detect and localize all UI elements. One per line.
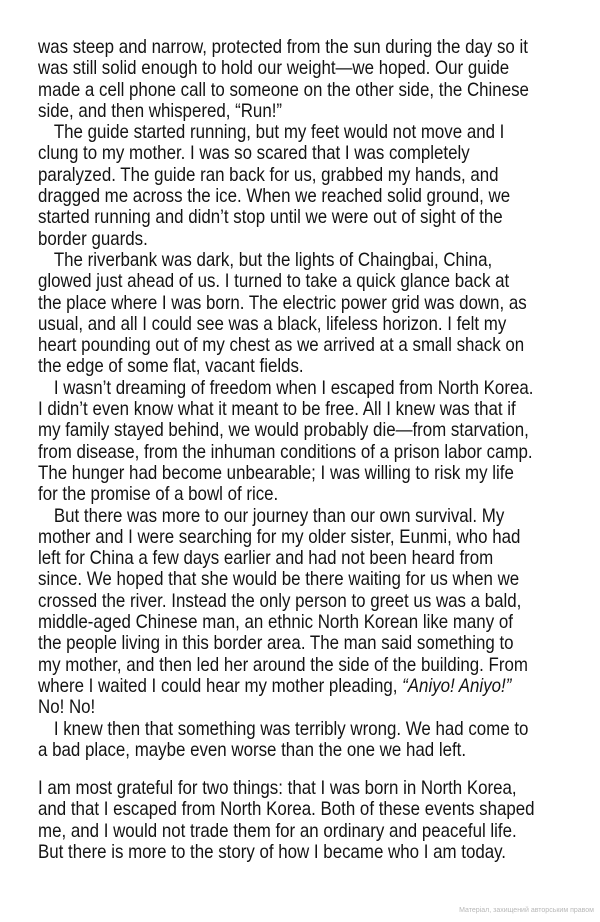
text-line: the people living in this border area. The man said something to xyxy=(38,633,514,655)
text-line: the edge of some flat, vacant fields. xyxy=(38,356,304,378)
closing-text-block xyxy=(38,778,578,863)
text-line: was steep and narrow, protected from the sun during the day so it xyxy=(38,37,528,58)
text-line: paralyzed. The guide ran back for us, grabbed my hands, and xyxy=(38,164,499,186)
text-line: since. We hoped that she would be there waiting for us when we xyxy=(38,569,520,591)
italic-korean-quote: “Aniyo! Aniyo!” xyxy=(402,675,512,697)
text-line: The riverbank was dark, but the lights of Chaingbai, China, xyxy=(53,249,493,271)
text-line: I knew then that something was terribly wrong. We had come to xyxy=(53,718,529,740)
text-line: dragged me across the ice. When we reached solid ground, we xyxy=(38,186,511,208)
text-line: my family stayed behind, we would probably die—from starvation, xyxy=(38,420,529,442)
text-line: I wasn’t dreaming of freedom when I escaped from North Korea. xyxy=(53,377,534,399)
text-line: started running and didn’t stop until we were out of sight of the xyxy=(38,207,503,229)
text-line: me, and I would not trade them for an ordinary and peaceful life. xyxy=(38,820,517,842)
text-line: clung to my mother. I was so scared that I was completely xyxy=(38,143,470,165)
text-line: the place where I was born. The electric power grid was down, as xyxy=(38,292,527,314)
text-line: border guards. xyxy=(38,228,148,250)
text-line: a bad place, maybe even worse than the one we had left. xyxy=(38,739,467,761)
text-line: crossed the river. Instead the only person to greet us was a bald, xyxy=(38,590,522,612)
book-page xyxy=(38,37,578,863)
text-line: mother and I were searching for my older sister, Eunmi, who had xyxy=(38,526,521,548)
text-line: usual, and all I could see was a black, lifeless horizon. I felt my xyxy=(38,313,507,335)
text-line: glowed just ahead of us. I turned to take a quick glance back at xyxy=(38,271,510,293)
text-line: heart pounding out of my chest as we arrived at a small shack on xyxy=(38,335,525,357)
text-line: But there was more to our journey than our own survival. My xyxy=(53,505,505,527)
text-line: side, and then whispered, “Run!” xyxy=(38,100,283,122)
text-line: from disease, from the inhuman conditions of a prison labor camp. xyxy=(38,441,533,463)
text-line: was still solid enough to hold our weight—we hoped. Our guide xyxy=(38,58,510,80)
text-line: my mother, and then led her around the side of the building. From xyxy=(38,654,528,676)
text-line: I didn’t even know what it meant to be free. All I knew was that if xyxy=(38,399,516,421)
text-line: middle-aged Chinese man, an ethnic North Korean like many of xyxy=(38,612,513,634)
section-break xyxy=(38,761,578,778)
narrative-text-block xyxy=(38,37,578,676)
text-line: The hunger had become unbearable; I was willing to risk my life xyxy=(38,462,514,484)
text-line: for the promise of a bowl of rice. xyxy=(38,484,279,506)
pleading-text: where I waited I could hear my mother pleading, xyxy=(38,675,403,697)
text-line: I am most grateful for two things: that I was born in North Korea, xyxy=(38,778,517,800)
text-line: made a cell phone call to someone on the other side, the Chinese xyxy=(38,79,529,101)
text-line: left for China a few days earlier and had not been heard from xyxy=(38,548,494,570)
narrative-text-block-end xyxy=(38,697,578,761)
text-line: and that I escaped from North Korea. Both of these events shaped xyxy=(38,799,535,821)
copyright-watermark: Матеріал, захищений авторським правом xyxy=(459,907,594,914)
text-line: The guide started running, but my feet would not move and I xyxy=(53,122,505,144)
text-line: No! No! xyxy=(38,697,96,719)
text-line: But there is more to the story of how I became who I am today. xyxy=(38,841,507,863)
text-line-pleading xyxy=(38,676,513,697)
